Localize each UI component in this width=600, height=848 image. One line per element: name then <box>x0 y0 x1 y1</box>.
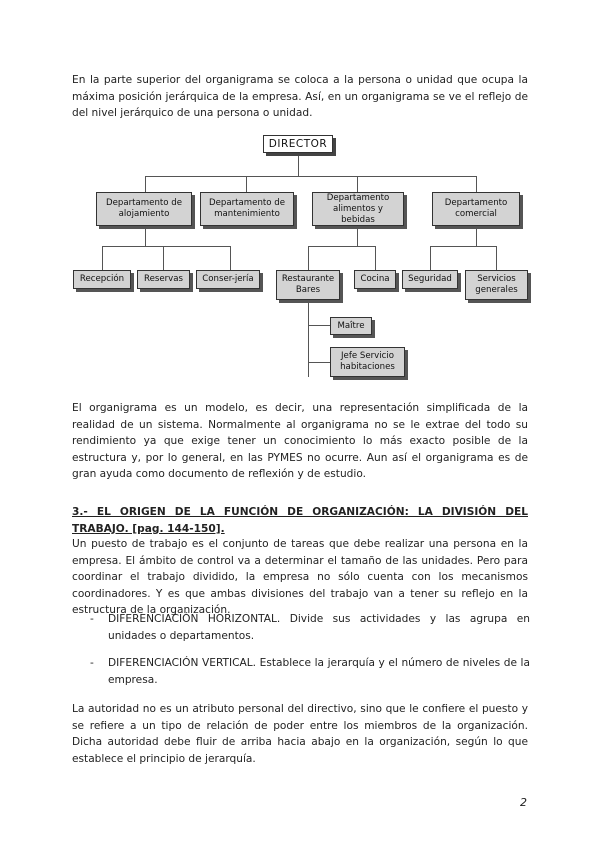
connector-line <box>357 176 358 192</box>
list-item <box>90 611 530 644</box>
connector-line <box>163 246 164 270</box>
connector-line <box>145 176 476 177</box>
authority-paragraph: La autoridad no es un atributo personal del directivo, sino que le confiere el puesto y se refiere a un tipo de relación de poder entre los miembros de la organización. Dicha autoridad debe fluir de arriba hacia abajo en la organización, según lo que establece el principio de jerarquía. <box>72 703 528 765</box>
connector-line <box>357 226 358 246</box>
dept-comercial-box: Departamento comercial <box>432 192 520 226</box>
page-number: 2 <box>520 796 527 809</box>
subunit-maitre-box: Maître <box>330 317 372 335</box>
connector-line <box>102 246 103 270</box>
org-chart <box>0 0 600 400</box>
connector-line <box>308 246 375 247</box>
subunit-jefe-servicio-box: Jefe Servicio habitaciones <box>330 347 405 377</box>
connector-line <box>145 226 146 246</box>
connector-line <box>476 226 477 246</box>
section-heading: 3.- EL ORIGEN DE LA FUNCIÓN DE ORGANIZACIÓN: LA DIVISIÓN DEL TRABAJO. [pag. 144-150]. <box>72 506 528 535</box>
unit-servicios-box: Servicios generales <box>465 270 528 300</box>
dept-alojamiento-box: Departamento de alojamiento <box>96 192 192 226</box>
connector-line <box>145 176 146 192</box>
connector-line <box>102 246 230 247</box>
connector-line <box>308 300 309 377</box>
connector-line <box>246 176 247 192</box>
bullet-text: DIFERENCIACIÓN HORIZONTAL. Divide sus actividades y las agrupa en unidades o departamentos. <box>108 613 530 642</box>
unit-reservas-box: Reservas <box>137 270 190 289</box>
dept-alimentos-box: Departamento alimentos y bebidas <box>312 192 404 226</box>
intro-paragraph: En la parte superior del organigrama se coloca a la persona o unidad que ocupa la máxima posición jerárquica de la empresa. Así, en un organigrama se ve el reflejo de del nivel jerárquico de una persona o unidad. <box>72 74 528 120</box>
connector-line <box>430 246 431 270</box>
bullet-dash: - <box>90 657 94 669</box>
work-division-paragraph: Un puesto de trabajo es el conjunto de tareas que debe realizar una persona en la empresa. El ámbito de control va a determinar el tamaño de las unidades. Pero para coordinar el trabajo dividido, la empresa no sólo cuenta con los mecanismos coordinadores. Y es que ambas divisiones del trabajo van a tener su reflejo en la estructura de la organización. <box>72 538 528 617</box>
connector-line <box>430 246 496 247</box>
connector-line <box>496 246 497 270</box>
connector-line <box>476 176 477 192</box>
unit-restaurante-box: Restaurante Bares <box>276 270 340 300</box>
unit-recepcion-box: Recepción <box>73 270 131 289</box>
unit-cocina-box: Cocina <box>354 270 396 289</box>
dept-mantenimiento-box: Departamento de mantenimiento <box>200 192 294 226</box>
connector-line <box>298 153 299 176</box>
bullet-dash: - <box>90 613 94 625</box>
org-definition-paragraph: El organigrama es un modelo, es decir, una representación simplificada de la realidad de un sistema. Normalmente al organigrama no se le extrae del todo su rendimiento ya que exige tener un conocimiento lo más exacto posible de la estructura y, por lo general, en las PYMES no ocurre. Aun así el organigrama es de gran ayuda como documento de reflexión y de estudio. <box>72 402 528 481</box>
connector-line <box>308 325 330 326</box>
unit-seguridad-box: Seguridad <box>402 270 458 289</box>
connector-line <box>230 246 231 270</box>
director-box: DIRECTOR <box>263 135 333 153</box>
connector-line <box>308 246 309 270</box>
connector-line <box>308 362 330 363</box>
connector-line <box>375 246 376 270</box>
bullet-text: DIFERENCIACIÓN VERTICAL. Establece la jerarquía y el número de niveles de la empresa. <box>108 657 530 686</box>
list-item <box>90 655 530 688</box>
unit-conserjeria-box: Conser-jería <box>196 270 260 289</box>
